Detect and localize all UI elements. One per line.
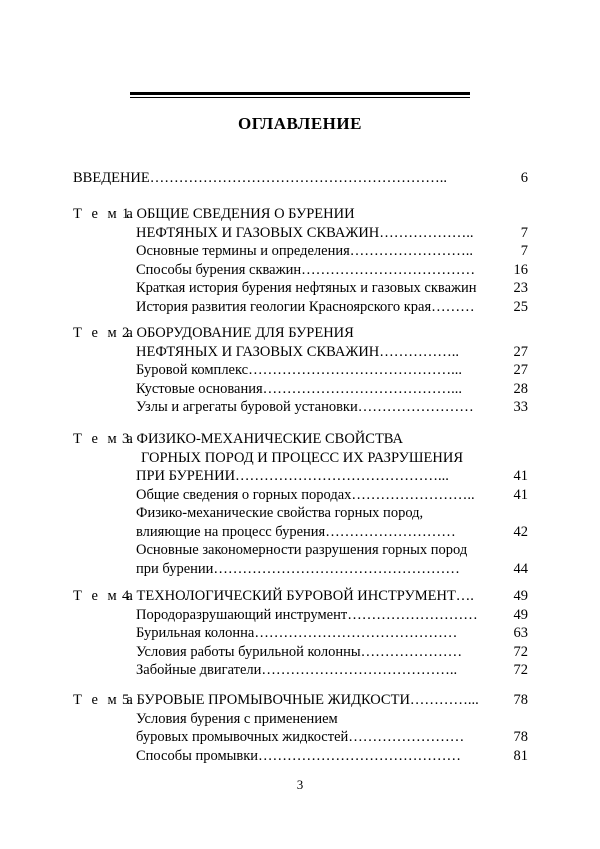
toc-item-line: Общие сведения о горных породах…………………….. [136,486,475,503]
toc-item-line: Физико-механические свойства горных пород, [136,505,424,521]
title-rule-thick [130,92,470,95]
title-rule-thin [130,97,470,98]
topic-heading-page: 49 [513,588,528,604]
page-title: ОГЛАВЛЕНИЕ [238,114,362,133]
toc-item-line: Способы бурения скважин……………………………… [136,261,476,278]
toc-item-page: 72 [513,643,528,660]
toc-item-line: Основные закономерности разрушения горных пород [136,542,468,558]
toc-item-line: Бурильная колонна…………………………………… [136,625,458,641]
topic-heading-line: 5. БУРОВЫЕ ПРОМЫВОЧНЫЕ ЖИДКОСТИ…………... [122,692,479,708]
topic-label: Т е м а [73,431,136,447]
topic-heading-page: 41 [513,468,528,484]
toc-item-line: Породоразрушающий инструмент……………………… [136,606,478,623]
toc-item-page: 25 [513,298,528,315]
toc-intro-page: 6 [520,170,528,186]
toc-item-line: влияющие на процесс бурения……………………… [136,523,456,540]
topic-heading-line: 1. ОБЩИЕ СВЕДЕНИЯ О БУРЕНИИ [122,206,355,222]
toc-item-page: 7 [520,243,528,259]
toc-item-line: Узлы и агрегаты буровой установки…………………… [136,399,474,415]
toc-item-line: Краткая история бурения нефтяных и газовых скважин [136,280,477,296]
toc-item-line: при бурении…………………………………………… [136,560,460,577]
toc-item-page: 72 [513,662,528,678]
toc-item-line: Забойные двигатели………………………………….. [136,662,458,678]
toc-item-page: 49 [513,606,528,623]
topic-label: Т е м а [73,692,136,708]
topic-heading-line: 4. ТЕХНОЛОГИЧЕСКИЙ БУРОВОЙ ИНСТРУМЕНТ…. [122,588,474,604]
toc-item-line: Условия бурения с применением [136,710,338,727]
toc-item-page: 16 [513,261,528,278]
toc-item-line: Буровой комплекс……………………………………... [136,362,462,378]
toc-item-line: Способы промывки…………………………………… [136,747,462,764]
topic-heading-page: 7 [520,224,528,241]
topic-heading-page: 78 [513,692,528,708]
toc-item-page: 42 [513,523,528,540]
page-number: 3 [296,777,304,792]
topic-heading-line: 3. ФИЗИКО-МЕХАНИЧЕСКИЕ СВОЙСТВА [122,431,404,447]
toc-item-page: 44 [513,560,528,577]
toc-item-page: 81 [513,747,528,764]
toc-item-line: буровых промывочных жидкостей…………………… [136,729,465,745]
topic-heading-line: 2. ОБОРУДОВАНИЕ ДЛЯ БУРЕНИЯ [122,325,354,341]
topic-label: Т е м а [73,325,136,341]
topic-label: Т е м а [73,588,136,604]
toc-item-page: 27 [513,362,528,378]
toc-item-page: 23 [513,280,528,296]
toc-item-page: 78 [513,729,528,745]
toc-item-line: История развития геологии Красноярского края……… [136,298,475,315]
toc-item-page: 41 [513,486,528,503]
toc-item-page: 33 [513,399,528,415]
toc-item-page: 28 [513,380,528,397]
toc-item-line: Основные термины и определения…………………….. [136,243,474,259]
toc-intro-title: ВВЕДЕНИЕ…………………………………………………….. [73,170,447,186]
topic-heading-line: НЕФТЯНЫХ И ГАЗОВЫХ СКВАЖИН…………….. [136,343,460,360]
topic-heading-line: ГОРНЫХ ПОРОД И ПРОЦЕСС ИХ РАЗРУШЕНИЯ [141,449,464,466]
topic-heading-line: НЕФТЯНЫХ И ГАЗОВЫХ СКВАЖИН……………….. [136,224,474,241]
topic-heading-page: 27 [513,343,528,360]
topic-heading-line: ПРИ БУРЕНИИ……………………………………... [136,468,449,484]
topic-label: Т е м а [73,206,136,222]
toc-item-line: Условия работы бурильной колонны………………… [136,643,463,660]
toc-item-page: 63 [513,625,528,641]
toc-item-line: Кустовые основания…………………………………... [136,380,463,397]
